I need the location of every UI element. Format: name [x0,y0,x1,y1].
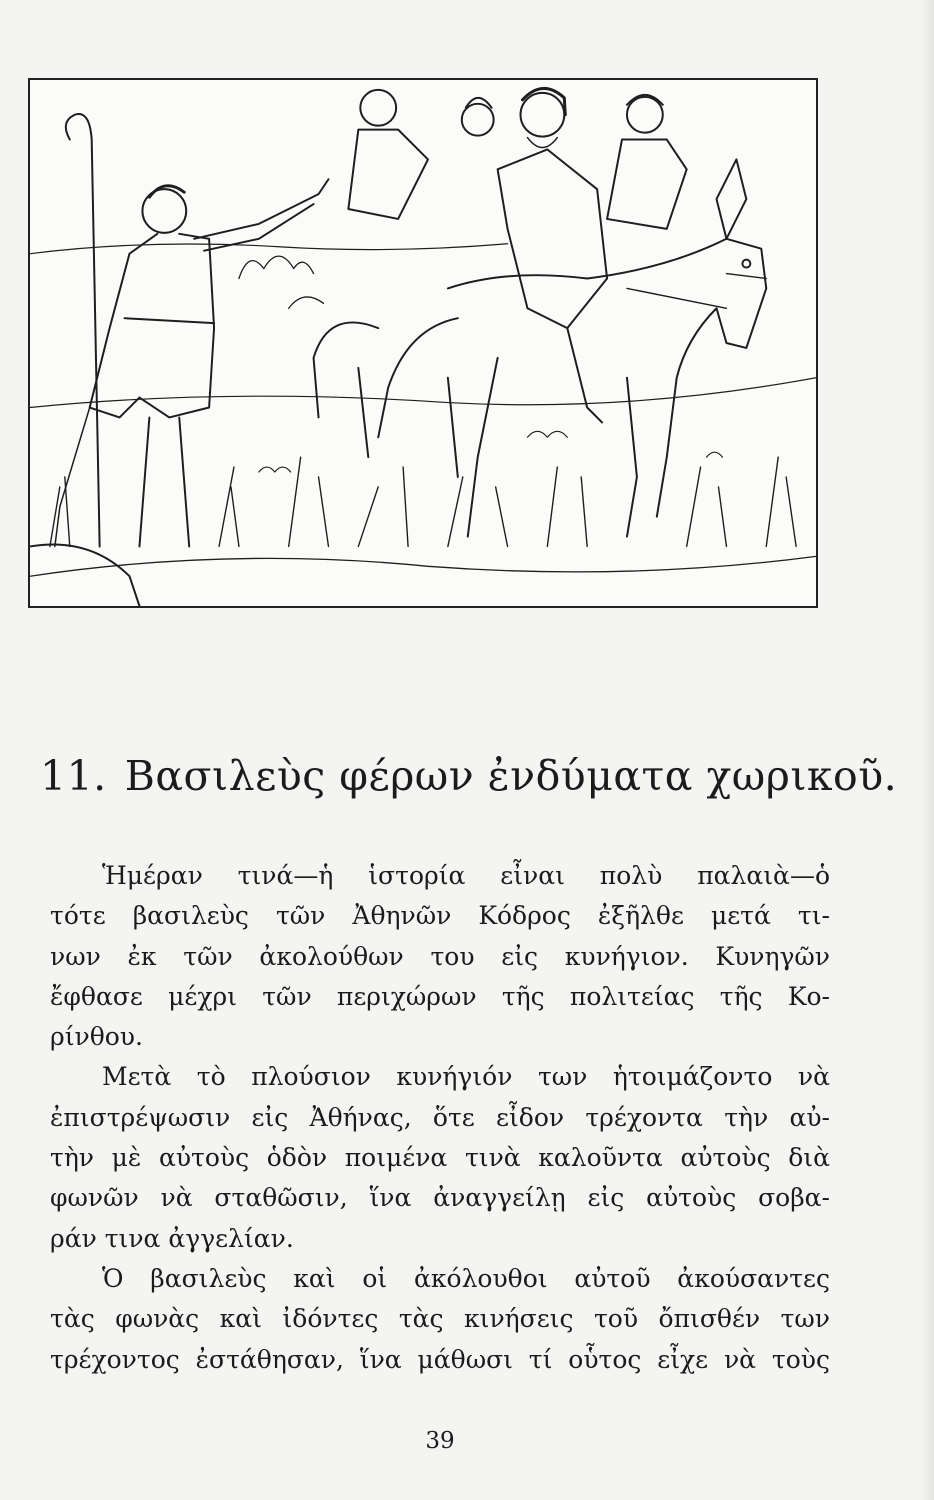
paragraph-1 [50,856,830,1057]
illustration-drawing [30,80,816,606]
text-line: ρίνθου. [50,1022,143,1052]
text-line: Ἡμέραν τινά—ἡ ἱστορία εἶναι πολὺ παλαιὰ—ὁ [102,861,830,890]
page-edge-shadow [920,0,934,1500]
page-number: 39 [425,1428,455,1454]
text-line: τὴν μὲ αὐτοὺς ὁδὸν ποιμένα τινὰ καλοῦντα αὐτοὺς διὰ [50,1143,830,1173]
text-line: ἐπιστρέψωσιν εἰς Ἀθήνας, ὅτε εἶδον τρέχοντα τὴν αὐ- [50,1102,830,1132]
text-line: τρέχοντος ἐστάθησαν, ἵνα μάθωσι τί οὗτος εἶχε νὰ τοὺς [50,1344,830,1374]
chapter-heading [40,752,898,800]
body-text [50,856,830,1380]
text-line: τότε βασιλεὺς τῶν Ἀθηνῶν Κόδρος ἐξῆλθε μετά τι- [50,901,830,931]
text-line: νων ἐκ τῶν ἀκολούθων του εἰς κυνήγιον. Κυνηγῶν [50,941,830,971]
text-line: φωνῶν νὰ σταθῶσιν, ἵνα ἀναγγείλῃ εἰς αὐτοὺς σοβα- [50,1183,830,1213]
text-line: ράν τινα ἀγγελίαν. [50,1223,294,1253]
text-line: τὰς φωνὰς καὶ ἰδόντες τὰς κινήσεις τοῦ ὄπισθέν των [50,1304,830,1334]
text-line: Μετὰ τὸ πλούσιον κυνήγιόν των ἡτοιμάζοντο νὰ [102,1062,830,1092]
paragraph-2 [50,1057,830,1258]
paragraph-3 [50,1259,830,1380]
chapter-number: 11. [40,752,107,800]
text-line: Ὁ βασιλεὺς καὶ οἱ ἀκόλουθοι αὐτοῦ ἀκούσαντες [102,1263,830,1293]
shepherd-and-horsemen-illustration [28,78,818,608]
text-line: ἔφθασε μέχρι τῶν περιχώρων τῆς πολιτείας τῆς Κο- [50,981,830,1011]
chapter-title: Βασιλεὺς φέρων ἐνδύματα χωρικοῦ. [124,752,898,800]
